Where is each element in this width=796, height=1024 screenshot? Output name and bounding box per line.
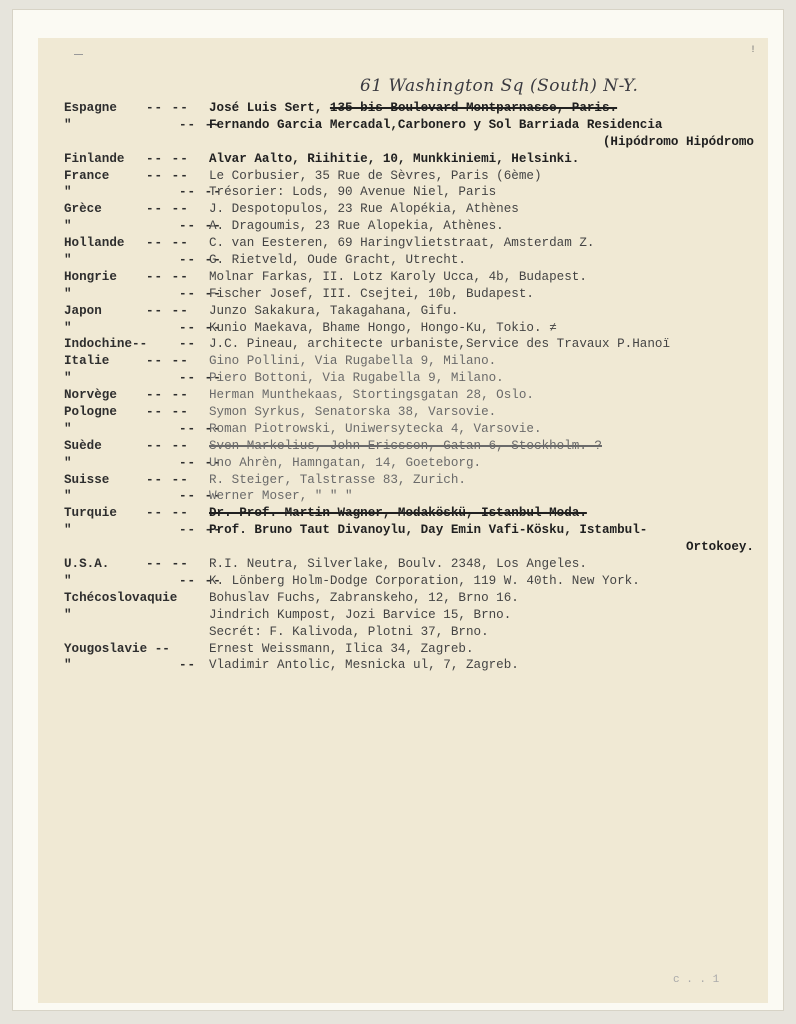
dash-separator: -- --: [179, 523, 222, 538]
address-text: [209, 303, 458, 320]
address-text-part: Jindrich Kumpost, Jozi Barvice 15, Brno.: [209, 607, 512, 622]
address-text-part: G. Rietveld, Oude Gracht, Utrecht.: [209, 253, 466, 268]
continuation-text: (Hipódromo Hipódromo: [602, 134, 754, 149]
country-label: Espagne: [64, 101, 117, 115]
country-label: ": [64, 117, 72, 132]
address-text-part: Symon Syrkus, Senatorska 38, Varsovie.: [209, 405, 497, 420]
address-text: [209, 168, 542, 185]
dash-separator: -- --: [146, 101, 189, 115]
address-text: [209, 657, 519, 674]
country-label: Indochine--: [64, 337, 148, 352]
address-row: [64, 472, 764, 489]
country-label: Suisse: [64, 472, 110, 487]
country-label: ": [64, 286, 72, 301]
address-text-part: Trésorier: Lods, 90 Avenue Niel, Paris: [209, 185, 497, 200]
address-row: [64, 100, 764, 117]
country-label: Pologne: [64, 405, 117, 420]
struck-through-text: Sven Markelius, John Ericsson, Gatan 6, Stockholm. ?: [209, 438, 602, 453]
country-label: Hollande: [64, 236, 125, 251]
address-text: [209, 455, 481, 472]
address-row: [64, 269, 764, 286]
address-row: [64, 201, 764, 218]
address-text: [209, 607, 511, 624]
address-text-part: Junzo Sakakura, Takagahana, Gifu.: [209, 303, 459, 318]
address-text-part: Uno Ahrèn, Hamngatan, 14, Goeteborg.: [209, 455, 482, 470]
country-label: ": [64, 523, 72, 538]
dash-separator: -- --: [146, 438, 189, 453]
address-row: [64, 218, 764, 235]
address-row: [64, 303, 764, 320]
address-row: [64, 370, 764, 387]
address-text: [209, 252, 466, 269]
address-text-part: Piero Bottoni, Via Rugabella 9, Milano.: [209, 371, 504, 386]
dash-separator: -- --: [179, 455, 222, 470]
dash-separator: -- --: [146, 472, 189, 487]
address-row: [64, 624, 764, 641]
corner-mark: !: [750, 45, 757, 56]
address-text-part: José Luis Sert,: [209, 101, 330, 115]
country-label: Turquie: [64, 506, 117, 521]
country-label: ": [64, 219, 72, 234]
dash-separator: -- --: [179, 320, 222, 335]
dash-separator: --: [179, 337, 197, 352]
dash-separator: -- --: [179, 573, 222, 588]
address-text-part: Molnar Farkas, II. Lotz Karoly Ucca, 4b, Budapest.: [209, 269, 587, 284]
address-row: [64, 488, 764, 505]
dash-separator: -- --: [179, 253, 222, 268]
address-row: [64, 151, 764, 168]
address-row: [64, 353, 764, 370]
continuation-text: Ortokoey.: [685, 540, 754, 555]
country-label: U.S.A.: [64, 557, 110, 572]
address-row: [64, 657, 764, 674]
address-row: [64, 404, 764, 421]
country-label: Norvège: [64, 388, 117, 403]
address-text-part: Gino Pollini, Via Rugabella 9, Milano.: [209, 354, 497, 369]
dash-separator: -- --: [146, 388, 189, 403]
dash-separator: -- --: [179, 489, 222, 504]
dash-separator: -- --: [146, 269, 189, 284]
country-label: Yougoslavie --: [64, 641, 170, 656]
address-row: [64, 573, 764, 590]
country-label: Grèce: [64, 202, 102, 217]
country-label: ": [64, 371, 72, 386]
address-text-part: R.I. Neutra, Silverlake, Boulv. 2348, Los Angeles.: [209, 557, 587, 572]
address-row: [64, 184, 764, 201]
pencil-mark: [74, 54, 83, 55]
address-text: [209, 320, 557, 337]
address-text: [209, 269, 587, 286]
dash-separator: -- --: [179, 185, 222, 200]
address-text-part: Bohuslav Fuchs, Zabranskeho, 12, Brno 16.: [209, 590, 519, 605]
address-row: [64, 607, 764, 624]
address-text-part: Fernando Garcia Mercadal,Carbonero y Sol Barriada Residencia: [209, 117, 663, 132]
address-text: [209, 641, 474, 658]
address-row: [64, 387, 764, 404]
address-row: [64, 336, 764, 353]
country-label: ": [64, 320, 72, 335]
address-text: [209, 117, 662, 134]
dash-separator: -- --: [179, 421, 222, 436]
address-text: [209, 573, 640, 590]
address-row: [64, 556, 764, 573]
country-label: ": [64, 455, 72, 470]
address-text-part: Le Corbusier, 35 Rue de Sèvres, Paris (6ème): [209, 168, 542, 183]
dash-separator: -- --: [146, 506, 189, 521]
address-row: [64, 320, 764, 337]
dash-separator: -- --: [146, 303, 189, 318]
address-text: [209, 218, 504, 235]
address-row: [64, 168, 764, 185]
address-list: [64, 100, 764, 674]
country-label: France: [64, 168, 110, 183]
address-text: [209, 522, 647, 539]
address-text: [209, 488, 353, 505]
address-text-part: Herman Munthekaas, Stortingsgatan 28, Oslo.: [209, 388, 534, 403]
address-text-part: J.C. Pineau, architecte urbaniste,Service des Travaux P.Hanoï: [209, 337, 671, 352]
country-label: Japon: [64, 303, 102, 318]
address-text-part: J. Despotopulos, 23 Rue Alopékia, Athènes: [209, 202, 519, 217]
address-text: [209, 421, 542, 438]
address-text: [209, 151, 579, 168]
address-text-part: R. Steiger, Talstrasse 83, Zurich.: [209, 472, 466, 487]
country-label: ": [64, 658, 72, 673]
country-label: ": [64, 421, 72, 436]
address-text-part: Vladimir Antolic, Mesnicka ul, 7, Zagreb.: [209, 658, 519, 673]
address-text: [209, 336, 670, 353]
address-row: [64, 286, 764, 303]
dash-separator: -- --: [146, 236, 189, 251]
dash-separator: -- --: [146, 168, 189, 183]
address-text: [209, 201, 519, 218]
address-row: [64, 117, 764, 134]
dash-separator: -- --: [146, 557, 189, 572]
address-text: [209, 624, 489, 641]
bottom-pencil-mark: c . . 1: [673, 974, 720, 986]
address-text-part: Fischer Josef, III. Csejtei, 10b, Budapest.: [209, 286, 534, 301]
address-text-part: Secrét: F. Kalivoda, Plotni 37, Brno.: [209, 624, 489, 639]
dash-separator: -- --: [146, 405, 189, 420]
address-text-part: Prof. Bruno Taut Divanoylu, Day Emin Vafi-Kösku, Istambul-: [209, 523, 648, 538]
address-text: [209, 184, 496, 201]
address-row: [64, 590, 764, 607]
struck-through-text: 135 bis Boulevard Montparnasse, Paris.: [329, 101, 618, 115]
country-label: ": [64, 253, 72, 268]
dash-separator: -- --: [179, 371, 222, 386]
address-text: [209, 387, 534, 404]
address-row: [64, 421, 764, 438]
country-label: ": [64, 489, 72, 504]
address-text-part: Roman Piotrowski, Uniwersytecka 4, Varsovie.: [209, 421, 542, 436]
address-text: [209, 404, 496, 421]
handwritten-address-note: 61 Washington Sq (South) N-Y.: [360, 76, 639, 96]
dash-separator: --: [179, 658, 197, 673]
address-text-part: Alvar Aalto, Riihitie, 10, Munkkiniemi, Helsinki.: [209, 151, 580, 166]
struck-through-text: Dr. Prof. Martin Wagner, Modaköskü, Istanbul-Moda.: [209, 506, 587, 521]
address-row: [64, 522, 764, 539]
address-text: [209, 556, 587, 573]
dash-separator: -- --: [179, 117, 222, 132]
address-text-part: Kunio Maekava, Bhame Hongo, Hongo-Ku, Tokio. ≠: [209, 320, 557, 335]
country-label: Hongrie: [64, 269, 117, 284]
dash-separator: -- --: [146, 202, 189, 217]
address-row: [64, 539, 764, 556]
dash-separator: -- --: [179, 286, 222, 301]
address-text: [209, 590, 519, 607]
address-row: [64, 505, 764, 522]
dash-separator: -- --: [146, 354, 189, 369]
dash-separator: -- --: [179, 219, 222, 234]
dash-separator: -- --: [146, 151, 189, 166]
address-text-part: A. Dragoumis, 23 Rue Alopekia, Athènes.: [209, 219, 504, 234]
address-text: [209, 472, 466, 489]
country-label: Tchécoslovaquie: [64, 590, 178, 605]
country-label: Suède: [64, 438, 102, 453]
country-label: ": [64, 573, 72, 588]
address-text: [209, 505, 587, 522]
address-row: [64, 252, 764, 269]
address-text: [209, 438, 602, 455]
address-text-part: K. Lönberg Holm-Dodge Corporation, 119 W. 40th. New York.: [209, 573, 640, 588]
address-text: [209, 353, 496, 370]
address-row: [64, 455, 764, 472]
address-text-part: C. van Eesteren, 69 Haringvlietstraat, Amsterdam Z.: [209, 236, 595, 251]
country-label: ": [64, 185, 72, 200]
address-row: [64, 134, 764, 151]
address-text: [209, 286, 534, 303]
address-text-part: Werner Moser, " " ": [209, 489, 353, 504]
address-row: [64, 235, 764, 252]
address-row: [64, 641, 764, 658]
address-text: [209, 100, 617, 117]
country-label: Finlande: [64, 151, 125, 166]
address-text: [209, 370, 504, 387]
address-text: [209, 235, 594, 252]
country-label: Italie: [64, 354, 110, 369]
country-label: ": [64, 607, 72, 622]
address-row: [64, 438, 764, 455]
address-text-part: Ernest Weissmann, Ilica 34, Zagreb.: [209, 641, 474, 656]
